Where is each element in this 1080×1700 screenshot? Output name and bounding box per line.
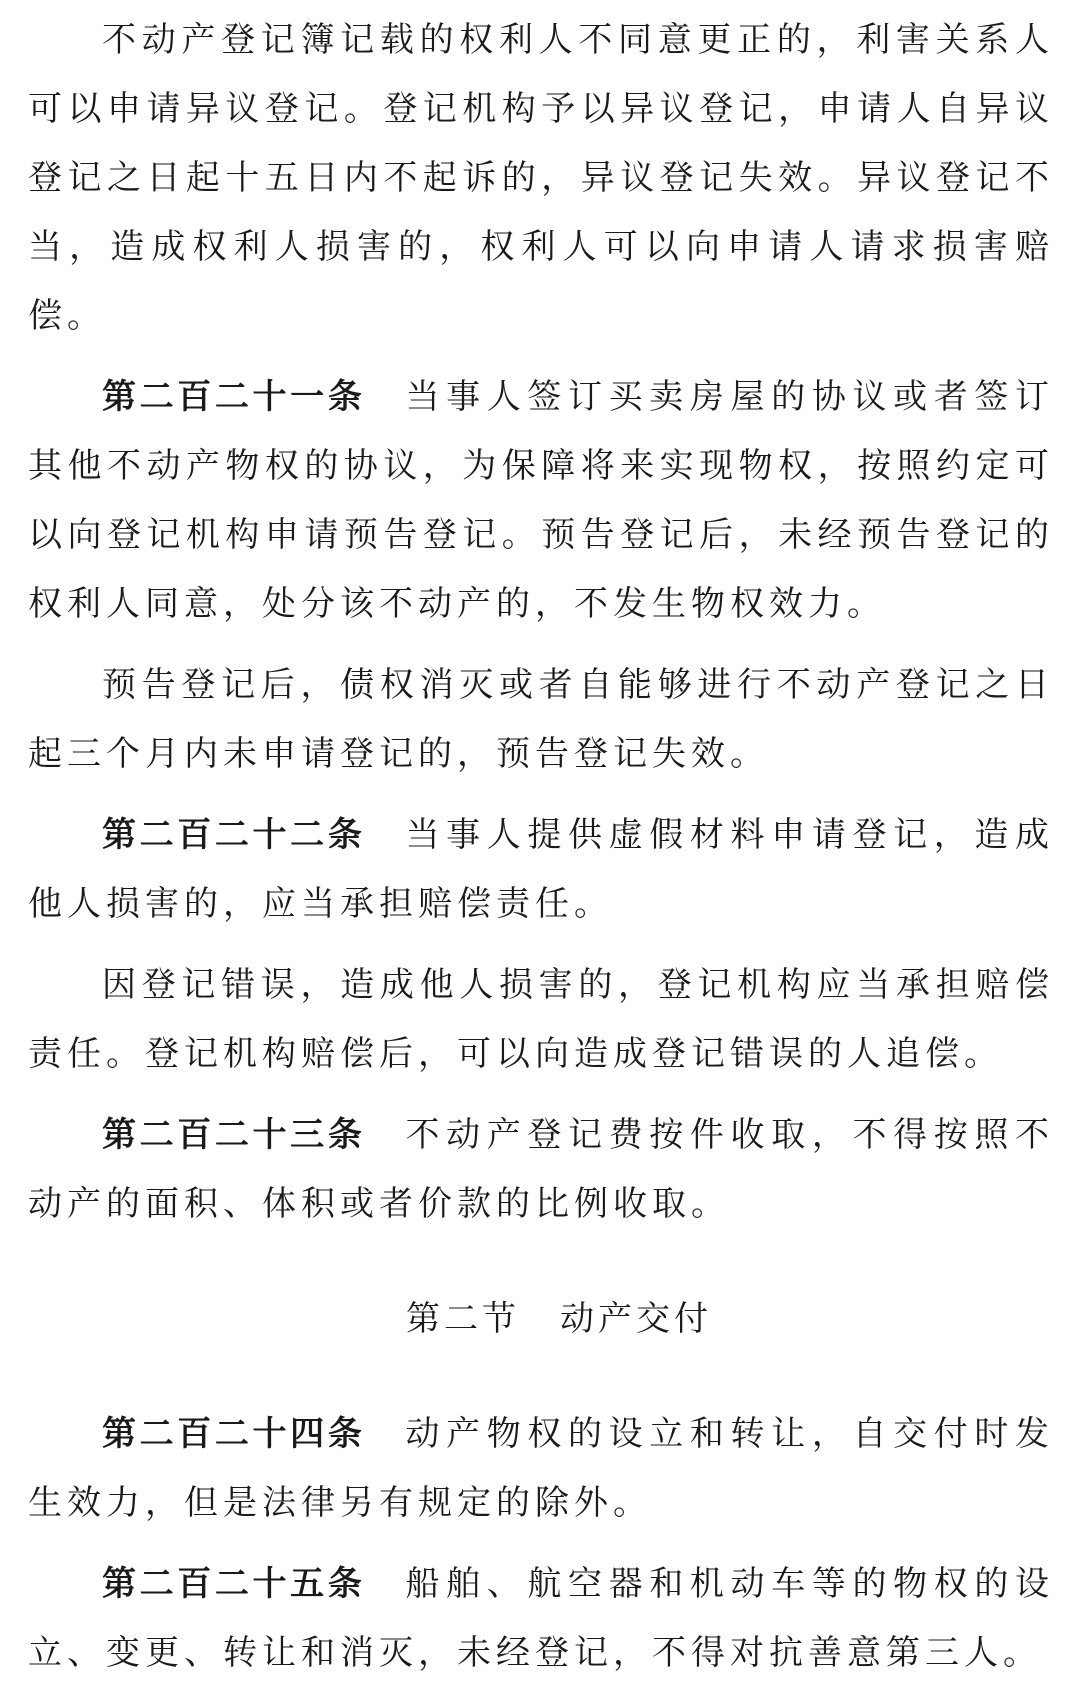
article-number: 第二百二十四条 bbox=[102, 1414, 366, 1454]
article-number: 第二百二十三条 bbox=[102, 1115, 366, 1155]
article-text: 当事人签订买卖房屋的协议或者签订其他不动产物权的协议，为保障将来实现物权，按照约定可以向登记机构申请预告登记。预告登记后，未经预告登记的权利人同意，处分该不动产的，不发生物权效力。 bbox=[28, 377, 1055, 624]
article-text: 动产物权的设立和转让，自交付时发生效力，但是法律另有规定的除外。 bbox=[28, 1414, 1055, 1523]
paragraph-text: 预告登记后，债权消灭或者自能够进行不动产登记之日起三个月内未申请登记的，预告登记失效。 bbox=[28, 665, 1054, 774]
paragraph-registration-error bbox=[28, 951, 1054, 1089]
article-222 bbox=[28, 801, 1054, 939]
article-number: 第二百二十一条 bbox=[102, 377, 366, 417]
article-number: 第二百二十五条 bbox=[102, 1564, 366, 1604]
paragraph-advance-notice-expiry bbox=[28, 651, 1054, 789]
document-page bbox=[28, 6, 1054, 1700]
article-text: 船舶、航空器和机动车等的物权的设立、变更、转让和消灭，未经登记，不得对抗善意第三人。 bbox=[28, 1564, 1055, 1673]
article-221 bbox=[28, 363, 1054, 639]
paragraph-text: 不动产登记簿记载的权利人不同意更正的，利害关系人可以申请异议登记。登记机构予以异议登记，申请人自异议登记之日起十五日内不起诉的，异议登记失效。异议登记不当，造成权利人损害的，权利人可以向申请人请求损害赔偿。 bbox=[28, 20, 1054, 336]
article-225 bbox=[28, 1550, 1054, 1688]
article-number: 第二百二十二条 bbox=[102, 815, 366, 855]
section-number: 第二节 bbox=[406, 1299, 520, 1339]
paragraph-objection-registration bbox=[28, 6, 1054, 351]
paragraph-text: 因登记错误，造成他人损害的，登记机构应当承担赔偿责任。登记机构赔偿后，可以向造成登记错误的人追偿。 bbox=[28, 965, 1054, 1074]
section-heading bbox=[28, 1285, 1054, 1354]
article-text: 当事人提供虚假材料申请登记，造成他人损害的，应当承担赔偿责任。 bbox=[28, 815, 1055, 924]
section-title: 动产交付 bbox=[560, 1299, 712, 1339]
article-223 bbox=[28, 1101, 1054, 1239]
article-224 bbox=[28, 1400, 1054, 1538]
article-text: 不动产登记费按件收取，不得按照不动产的面积、体积或者价款的比例收取。 bbox=[28, 1115, 1055, 1224]
